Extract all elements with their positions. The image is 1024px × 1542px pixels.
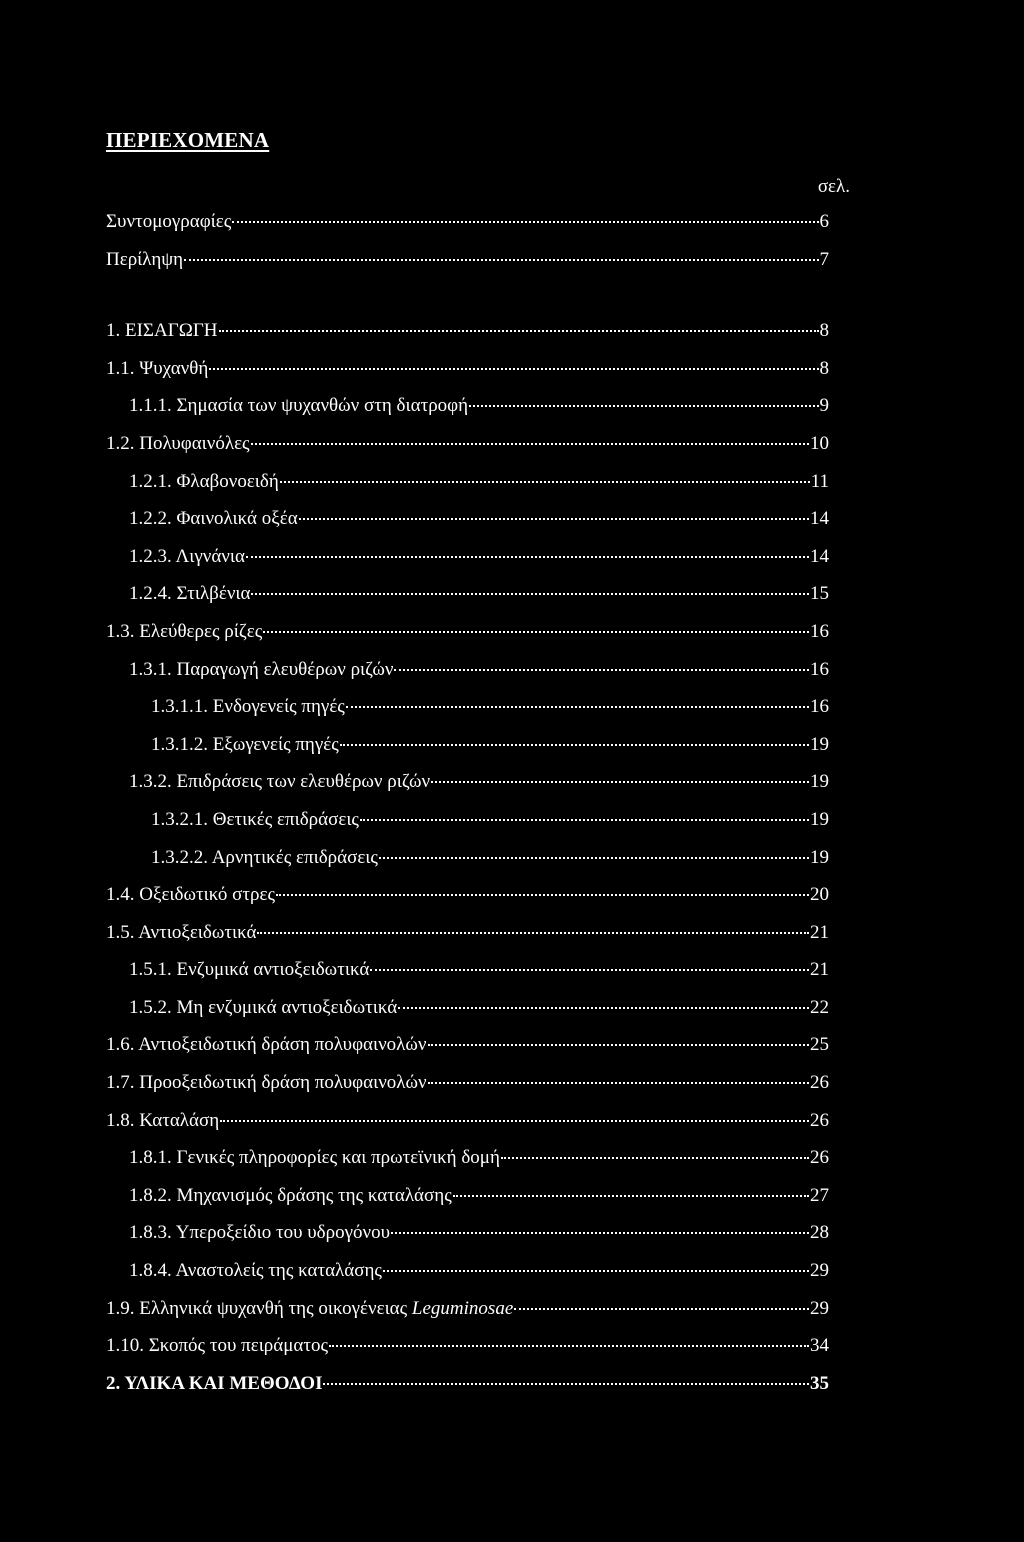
toc-entry-page-number: 28 bbox=[810, 1222, 829, 1244]
toc-entry-row bbox=[129, 1185, 829, 1213]
dot-leader bbox=[346, 706, 809, 708]
toc-entry-label bbox=[129, 1260, 382, 1282]
dot-leader bbox=[280, 481, 810, 483]
toc-entry-label-text: 1.2. Πολυφαινόλες bbox=[106, 432, 250, 454]
toc-entry-page-number: 14 bbox=[810, 508, 829, 530]
toc-entry-page-number: 29 bbox=[810, 1260, 829, 1282]
toc-entry-label-text: Περίληψη bbox=[106, 248, 184, 270]
toc-entry-label-text: 1.1.1. Σημασία των ψυχανθών στη διατροφή bbox=[129, 395, 469, 417]
toc-entry-label bbox=[106, 1072, 427, 1094]
toc-entry-label-text: 1.3.2.1. Θετικές επιδράσεις bbox=[151, 808, 359, 830]
toc-entry bbox=[0, 249, 1024, 287]
toc-entry-label bbox=[129, 395, 468, 417]
toc-entry bbox=[0, 1147, 1024, 1185]
dot-leader bbox=[323, 1383, 809, 1385]
toc-entry-row bbox=[129, 959, 829, 987]
toc-entry-label bbox=[106, 433, 250, 455]
dot-leader bbox=[263, 631, 809, 633]
toc-list bbox=[0, 211, 1024, 1410]
toc-entry-page-number: 19 bbox=[810, 733, 829, 755]
toc-entry bbox=[0, 395, 1024, 433]
toc-entry-label bbox=[129, 959, 369, 981]
toc-entry-label bbox=[106, 1335, 328, 1357]
toc-entry-page-number: 20 bbox=[810, 884, 829, 906]
dot-leader bbox=[514, 1308, 809, 1310]
dot-leader bbox=[398, 1007, 809, 1009]
toc-entry-row bbox=[151, 734, 829, 762]
toc-entry bbox=[0, 959, 1024, 997]
dot-leader bbox=[469, 405, 818, 407]
toc-entry-row bbox=[151, 809, 829, 837]
toc-entry-label-text: 1.8.4. Αναστολείς της καταλάσης bbox=[129, 1260, 382, 1282]
toc-entry-row bbox=[106, 884, 829, 912]
toc-entry-page-number: 9 bbox=[819, 395, 829, 417]
toc-entry-page-number: 8 bbox=[819, 320, 829, 342]
toc-entry-page-number: 26 bbox=[810, 1147, 829, 1169]
toc-entry-page-number: 19 bbox=[810, 808, 829, 830]
toc-entry-page-number: 19 bbox=[810, 771, 829, 793]
toc-entry-label-text: 1.3.1. Παραγωγή ελευθέρων ριζών bbox=[129, 658, 394, 680]
toc-entry-label-text: 1.3.1.1. Ενδογενείς πηγές bbox=[151, 696, 345, 718]
toc-entry-row bbox=[106, 1072, 829, 1100]
toc-entry bbox=[0, 583, 1024, 621]
toc-entry bbox=[0, 358, 1024, 396]
toc-entry-page-number: 14 bbox=[810, 545, 829, 567]
toc-entry-row bbox=[129, 583, 829, 611]
page-column-label: σελ. bbox=[817, 176, 850, 197]
toc-entry-page-number: 16 bbox=[810, 658, 829, 680]
toc-entry-label bbox=[106, 1034, 427, 1056]
toc-entry-label-text: 1.5.2. Μη ενζυμικά αντιοξειδωτικά bbox=[129, 996, 398, 1018]
toc-entry-page-number: 22 bbox=[810, 996, 829, 1018]
dot-leader bbox=[232, 221, 818, 223]
toc-entry-label bbox=[151, 809, 359, 831]
toc-entry-label bbox=[106, 320, 218, 342]
toc-title: ΠΕΡΙΕΧΟΜΕΝΑ bbox=[106, 128, 270, 152]
toc-entry bbox=[0, 847, 1024, 885]
toc-entry-page-number: 21 bbox=[810, 959, 829, 981]
toc-entry-label-text: 1.5.1. Ενζυμικά αντιοξειδωτικά bbox=[129, 959, 370, 981]
toc-entry-label-text: 1.2.3. Λιγνάνια bbox=[129, 545, 245, 567]
toc-entry-label-text: 1.3. Ελεύθερες ρίζες bbox=[106, 620, 263, 642]
toc-entry-label bbox=[106, 358, 208, 380]
toc-entry-row bbox=[106, 211, 829, 239]
toc-entry-row bbox=[106, 621, 829, 649]
dot-leader bbox=[184, 259, 818, 261]
toc-entry-page-number: 27 bbox=[810, 1184, 829, 1206]
toc-entry-row bbox=[106, 433, 829, 461]
toc-entry-label-text: 1. ΕΙΣΑΓΩΓΗ bbox=[106, 320, 218, 342]
toc-entry-label-text: 1.2.2. Φαινολικά οξέα bbox=[129, 508, 298, 530]
toc-entry-label-italic: Leguminosae bbox=[411, 1297, 514, 1319]
toc-entry bbox=[0, 1034, 1024, 1072]
toc-entry-row bbox=[129, 1222, 829, 1250]
toc-entry bbox=[0, 1222, 1024, 1260]
dot-leader bbox=[394, 669, 809, 671]
toc-entry-label bbox=[106, 1373, 322, 1395]
toc-entry-row bbox=[106, 1298, 829, 1326]
toc-entry-row bbox=[106, 1373, 829, 1401]
toc-entry bbox=[0, 211, 1024, 249]
toc-entry-label bbox=[129, 546, 245, 568]
toc-entry-row bbox=[106, 1110, 829, 1138]
toc-entry bbox=[0, 1373, 1024, 1411]
toc-entry-label-text: 1.5. Αντιοξειδωτικά bbox=[106, 921, 257, 943]
toc-entry-label bbox=[129, 997, 397, 1019]
toc-entry-label-text: 2. ΥΛΙΚΑ ΚΑΙ ΜΕΘΟΔΟΙ bbox=[106, 1372, 323, 1394]
toc-entry-label-text: 1.3.2.2. Αρνητικές επιδράσεις bbox=[151, 846, 378, 868]
toc-entry-row bbox=[106, 358, 829, 386]
toc-entry-label-text: 1.7. Προοξειδωτική δράση πολυφαινολών bbox=[106, 1072, 427, 1094]
dot-leader bbox=[276, 894, 809, 896]
dot-leader bbox=[501, 1157, 809, 1159]
toc-entry-row bbox=[106, 1034, 829, 1062]
toc-entry bbox=[0, 696, 1024, 734]
toc-entry-label bbox=[106, 249, 183, 271]
dot-leader bbox=[428, 1082, 809, 1084]
toc-entry-label-text: 1.1. Ψυχανθή bbox=[106, 357, 209, 379]
dot-leader bbox=[453, 1195, 809, 1197]
toc-entry-page-number: 29 bbox=[810, 1297, 829, 1319]
toc-entry-page-number: 16 bbox=[810, 620, 829, 642]
toc-entry bbox=[0, 809, 1024, 847]
toc-entry-row bbox=[106, 320, 829, 348]
dot-leader bbox=[379, 857, 809, 859]
toc-entry-label-text: 1.2.4. Στιλβένια bbox=[129, 583, 251, 605]
toc-entry-row bbox=[129, 395, 829, 423]
toc-entry bbox=[0, 1072, 1024, 1110]
toc-entry bbox=[0, 1298, 1024, 1336]
dot-leader bbox=[428, 1044, 810, 1046]
dot-leader bbox=[209, 368, 818, 370]
toc-entry-label bbox=[106, 922, 256, 944]
toc-entry-row bbox=[129, 1260, 829, 1288]
toc-entry-page-number: 35 bbox=[810, 1372, 829, 1394]
toc-entry-page-number: 8 bbox=[819, 357, 829, 379]
toc-entry-row bbox=[106, 249, 829, 277]
toc-entry bbox=[0, 320, 1024, 358]
toc-entry-row bbox=[129, 546, 829, 574]
toc-entry-page-number: 15 bbox=[810, 583, 829, 605]
dot-leader bbox=[340, 744, 809, 746]
toc-entry bbox=[0, 659, 1024, 697]
toc-entry-label bbox=[106, 1110, 219, 1132]
toc-entry-label-text: 1.2.1. Φλαβονοειδή bbox=[129, 470, 279, 492]
toc-entry-label-text: 1.3.1.2. Εξωγενείς πηγές bbox=[151, 733, 339, 755]
toc-entry bbox=[0, 1335, 1024, 1373]
dot-leader bbox=[431, 781, 809, 783]
dot-leader bbox=[391, 1232, 809, 1234]
toc-entry-label bbox=[106, 884, 275, 906]
toc-entry-page-number: 10 bbox=[810, 432, 829, 454]
toc-entry-label bbox=[106, 621, 262, 643]
toc-entry-row bbox=[106, 922, 829, 950]
toc-entry-label-text: 1.8.3. Υπεροξείδιο του υδρογόνου bbox=[129, 1222, 390, 1244]
dot-leader bbox=[251, 443, 809, 445]
dot-leader bbox=[299, 518, 809, 520]
toc-entry-label bbox=[151, 847, 378, 869]
toc-entry-page-number: 26 bbox=[810, 1109, 829, 1131]
toc-entry-label bbox=[129, 1185, 452, 1207]
toc-entry-label bbox=[129, 471, 279, 493]
toc-entry bbox=[0, 471, 1024, 509]
toc-entry-label bbox=[129, 583, 250, 605]
toc-entry bbox=[0, 884, 1024, 922]
toc-entry-page-number: 7 bbox=[819, 248, 829, 270]
dot-leader bbox=[251, 593, 809, 595]
toc-entry-row bbox=[129, 508, 829, 536]
toc-entry-page-number: 19 bbox=[810, 846, 829, 868]
toc-entry bbox=[0, 546, 1024, 584]
toc-entry-row bbox=[151, 847, 829, 875]
toc-entry-page-number: 26 bbox=[810, 1072, 829, 1094]
toc-entry-label-text: 1.8. Καταλάση bbox=[106, 1109, 220, 1131]
toc-entry-label-text: 1.3.2. Επιδράσεις των ελευθέρων ριζών bbox=[129, 771, 431, 793]
toc-entry-row bbox=[129, 1147, 829, 1175]
toc-entry-label bbox=[129, 1147, 500, 1169]
toc-entry-label bbox=[151, 734, 339, 756]
dot-leader bbox=[360, 819, 809, 821]
toc-entry-row bbox=[151, 696, 829, 724]
toc-entry-label-text: 1.8.2. Μηχανισμός δράσης της καταλάσης bbox=[129, 1184, 452, 1206]
toc-entry bbox=[0, 734, 1024, 772]
toc-entry-page-number: 34 bbox=[810, 1335, 829, 1357]
toc-entry-page-number: 21 bbox=[810, 921, 829, 943]
dot-leader bbox=[329, 1345, 809, 1347]
toc-entry-label-text: 1.8.1. Γενικές πληροφορίες και πρωτεϊνική δομή bbox=[129, 1147, 500, 1169]
toc-entry-page-number: 6 bbox=[819, 211, 829, 232]
dot-leader bbox=[219, 330, 819, 332]
toc-entry-label bbox=[129, 771, 430, 793]
toc-entry bbox=[0, 922, 1024, 960]
toc-entry-page-number: 25 bbox=[810, 1034, 829, 1056]
toc-entry-row bbox=[129, 659, 829, 687]
toc-entry-label-text: 1.4. Οξειδωτικό στρες bbox=[106, 884, 276, 906]
toc-entry-label-text: 1.10. Σκοπός του πειράματος bbox=[106, 1335, 329, 1357]
toc-entry-row bbox=[129, 771, 829, 799]
toc-entry bbox=[0, 433, 1024, 471]
toc-entry bbox=[0, 621, 1024, 659]
toc-entry-label bbox=[129, 659, 393, 681]
toc-entry-label-text: 1.9. Ελληνικά ψυχανθή της οικογένειας bbox=[106, 1297, 412, 1319]
dot-leader bbox=[257, 932, 809, 934]
toc-entry-label bbox=[151, 696, 345, 718]
toc-entry bbox=[0, 1185, 1024, 1223]
toc-entry-row bbox=[129, 997, 829, 1025]
toc-entry bbox=[0, 771, 1024, 809]
dot-leader bbox=[370, 969, 809, 971]
toc-entry-label-text: 1.6. Αντιοξειδωτική δράση πολυφαινολών bbox=[106, 1034, 427, 1056]
toc-entry bbox=[0, 508, 1024, 546]
toc-entry-label bbox=[106, 1298, 513, 1320]
toc-entry-row bbox=[129, 471, 829, 499]
toc-entry-row bbox=[106, 1335, 829, 1363]
toc-entry-label bbox=[129, 1222, 390, 1244]
toc-entry-label bbox=[106, 211, 231, 233]
dot-leader bbox=[246, 556, 809, 558]
toc-entry bbox=[0, 1110, 1024, 1148]
toc-entry-label bbox=[129, 508, 298, 530]
dot-leader bbox=[383, 1270, 809, 1272]
toc-entry-label-text: Συντομογραφίες bbox=[106, 211, 232, 232]
toc-entry-page-number: 16 bbox=[810, 696, 829, 718]
toc-entry bbox=[0, 1260, 1024, 1298]
dot-leader bbox=[220, 1120, 809, 1122]
toc-entry-page-number: 11 bbox=[810, 470, 829, 492]
toc-entry bbox=[0, 997, 1024, 1035]
